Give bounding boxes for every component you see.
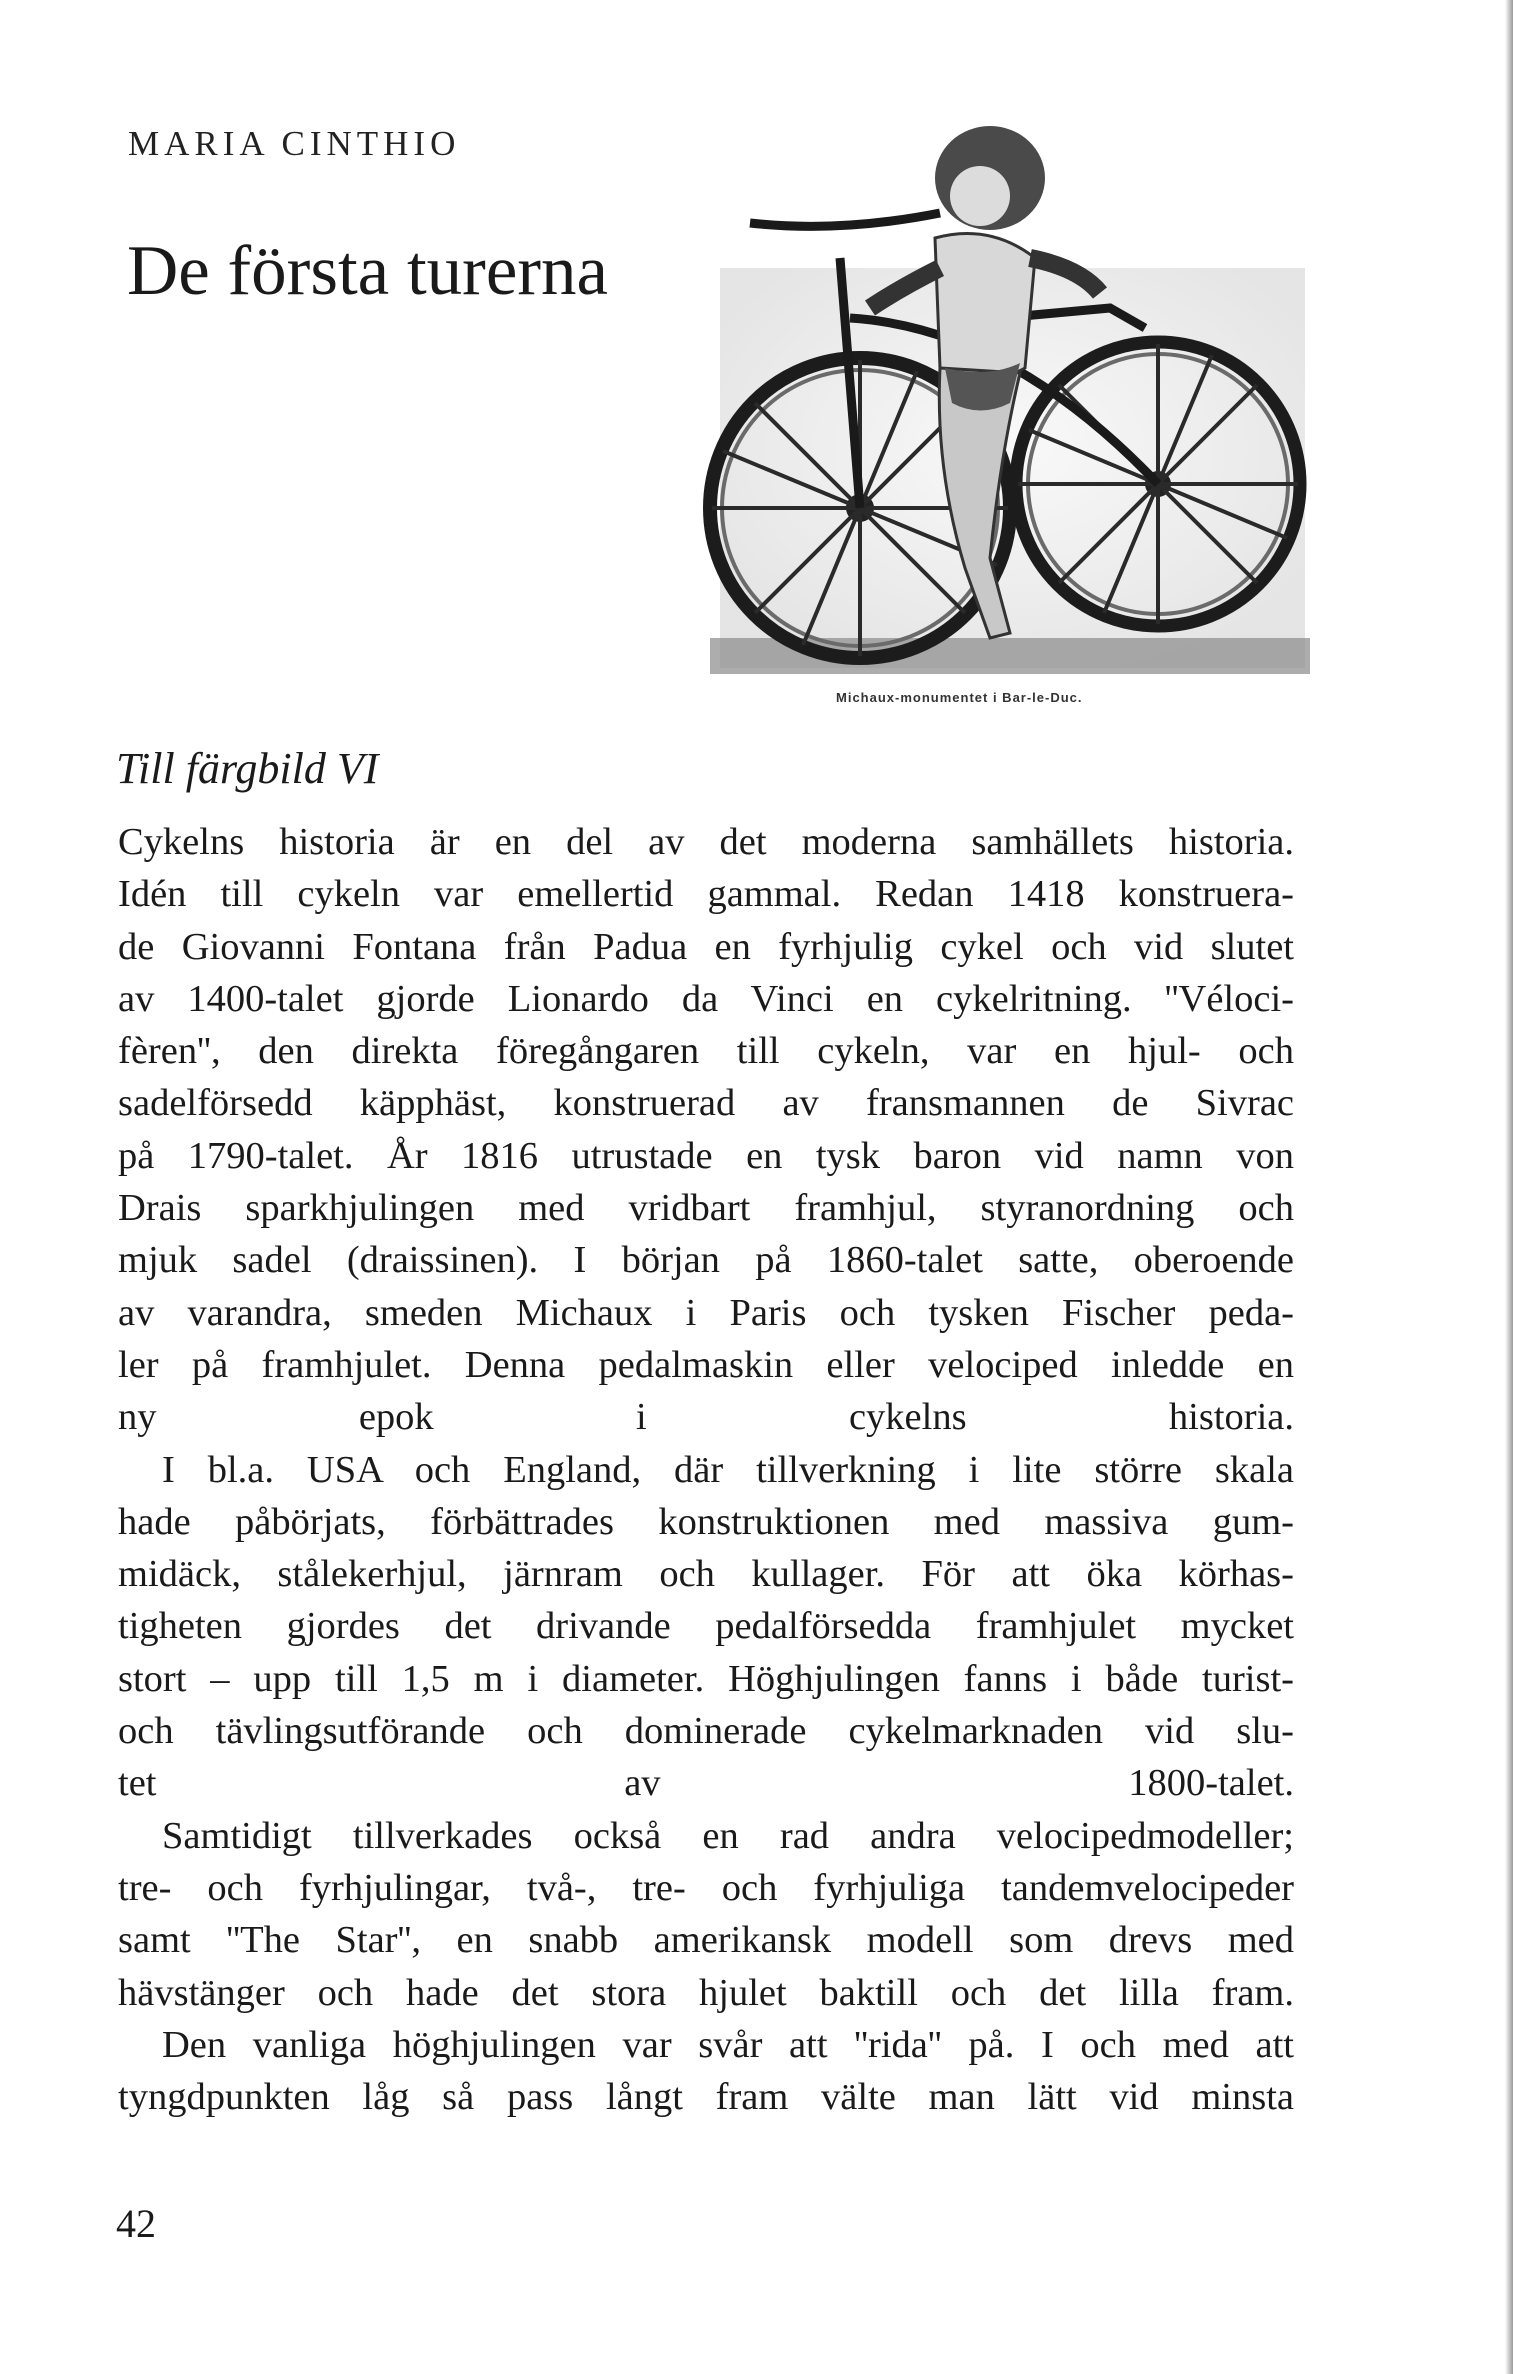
text-line: tigheten gjordes det drivande pedalförsedda framhjulet mycket <box>118 1605 1294 1648</box>
text-line: av varandra, smeden Michaux i Paris och tysken Fischer peda- <box>118 1291 1294 1334</box>
page-edge-shadow <box>1505 0 1513 2374</box>
text-line: de Giovanni Fontana från Padua en fyrhjulig cykel och vid slutet <box>118 925 1294 968</box>
text-line: tyngdpunkten låg så pass långt fram välte man lätt vid minsta <box>118 2076 1294 2119</box>
text-line: ny epok i cykelns historia. <box>118 1396 1294 1439</box>
color-plate-reference: Till färgbild VI <box>116 744 379 793</box>
text-line: fèren'', den direkta föregångaren till cykeln, var en hjul- och <box>118 1030 1294 1073</box>
text-line: hävstänger och hade det stora hjulet baktill och det lilla fram. <box>118 1971 1294 2014</box>
text-line: Drais sparkhjulingen med vridbart framhjul, styranordning och <box>118 1187 1294 1230</box>
text-line: midäck, stålekerhjul, järnram och kullager. För att öka körhas- <box>118 1553 1294 1596</box>
text-line: mjuk sadel (draissinen). I början på 1860-talet satte, oberoende <box>118 1239 1294 1282</box>
text-line: på 1790-talet. År 1816 utrustade en tysk baron vid namn von <box>118 1134 1294 1177</box>
text-line: av 1400-talet gjorde Lionardo da Vinci en cykelritning. ''Véloci- <box>118 977 1294 1020</box>
text-line: ler på framhjulet. Denna pedalmaskin eller velociped inledde en <box>118 1343 1294 1386</box>
paragraph <box>118 816 1294 1444</box>
text-line: samt ''The Star'', en snabb amerikansk modell som drevs med <box>118 1919 1294 1962</box>
chapter-title: De första turerna <box>127 232 608 310</box>
article-body <box>118 816 1294 2123</box>
text-line: tre- och fyrhjulingar, två-, tre- och fyrhjuliga tandemvelocipeder <box>118 1866 1294 1909</box>
paragraph <box>118 1444 1294 1810</box>
text-line: hade påbörjats, förbättrades konstruktionen med massiva gum- <box>118 1500 1294 1543</box>
text-line: Den vanliga höghjulingen var svår att ''rida'' på. I och med att <box>162 2023 1294 2066</box>
text-line: och tävlingsutförande och dominerade cykelmarknaden vid slu- <box>118 1710 1294 1753</box>
michaux-monument-photo <box>690 118 1312 682</box>
paragraph <box>118 2019 1294 2124</box>
text-line: stort – upp till 1,5 m i diameter. Höghjulingen fanns i både turist- <box>118 1657 1294 1700</box>
page-number: 42 <box>116 2201 156 2246</box>
photo-caption: Michaux-monumentet i Bar-le-Duc. <box>836 690 1083 705</box>
author-name: MARIA CINTHIO <box>128 124 461 163</box>
paragraph <box>118 1810 1294 2019</box>
text-line: sadelförsedd käpphäst, konstruerad av fransmannen de Sivrac <box>118 1082 1294 1125</box>
text-line: I bl.a. USA och England, där tillverkning i lite större skala <box>162 1448 1294 1491</box>
text-line: Samtidigt tillverkades också en rad andra velocipedmodeller; <box>162 1814 1294 1857</box>
text-line: tet av 1800-talet. <box>118 1762 1294 1805</box>
text-line: Cykelns historia är en del av det moderna samhällets historia. <box>118 821 1294 863</box>
text-line: Idén till cykeln var emellertid gammal. Redan 1418 konstruera- <box>118 873 1294 916</box>
